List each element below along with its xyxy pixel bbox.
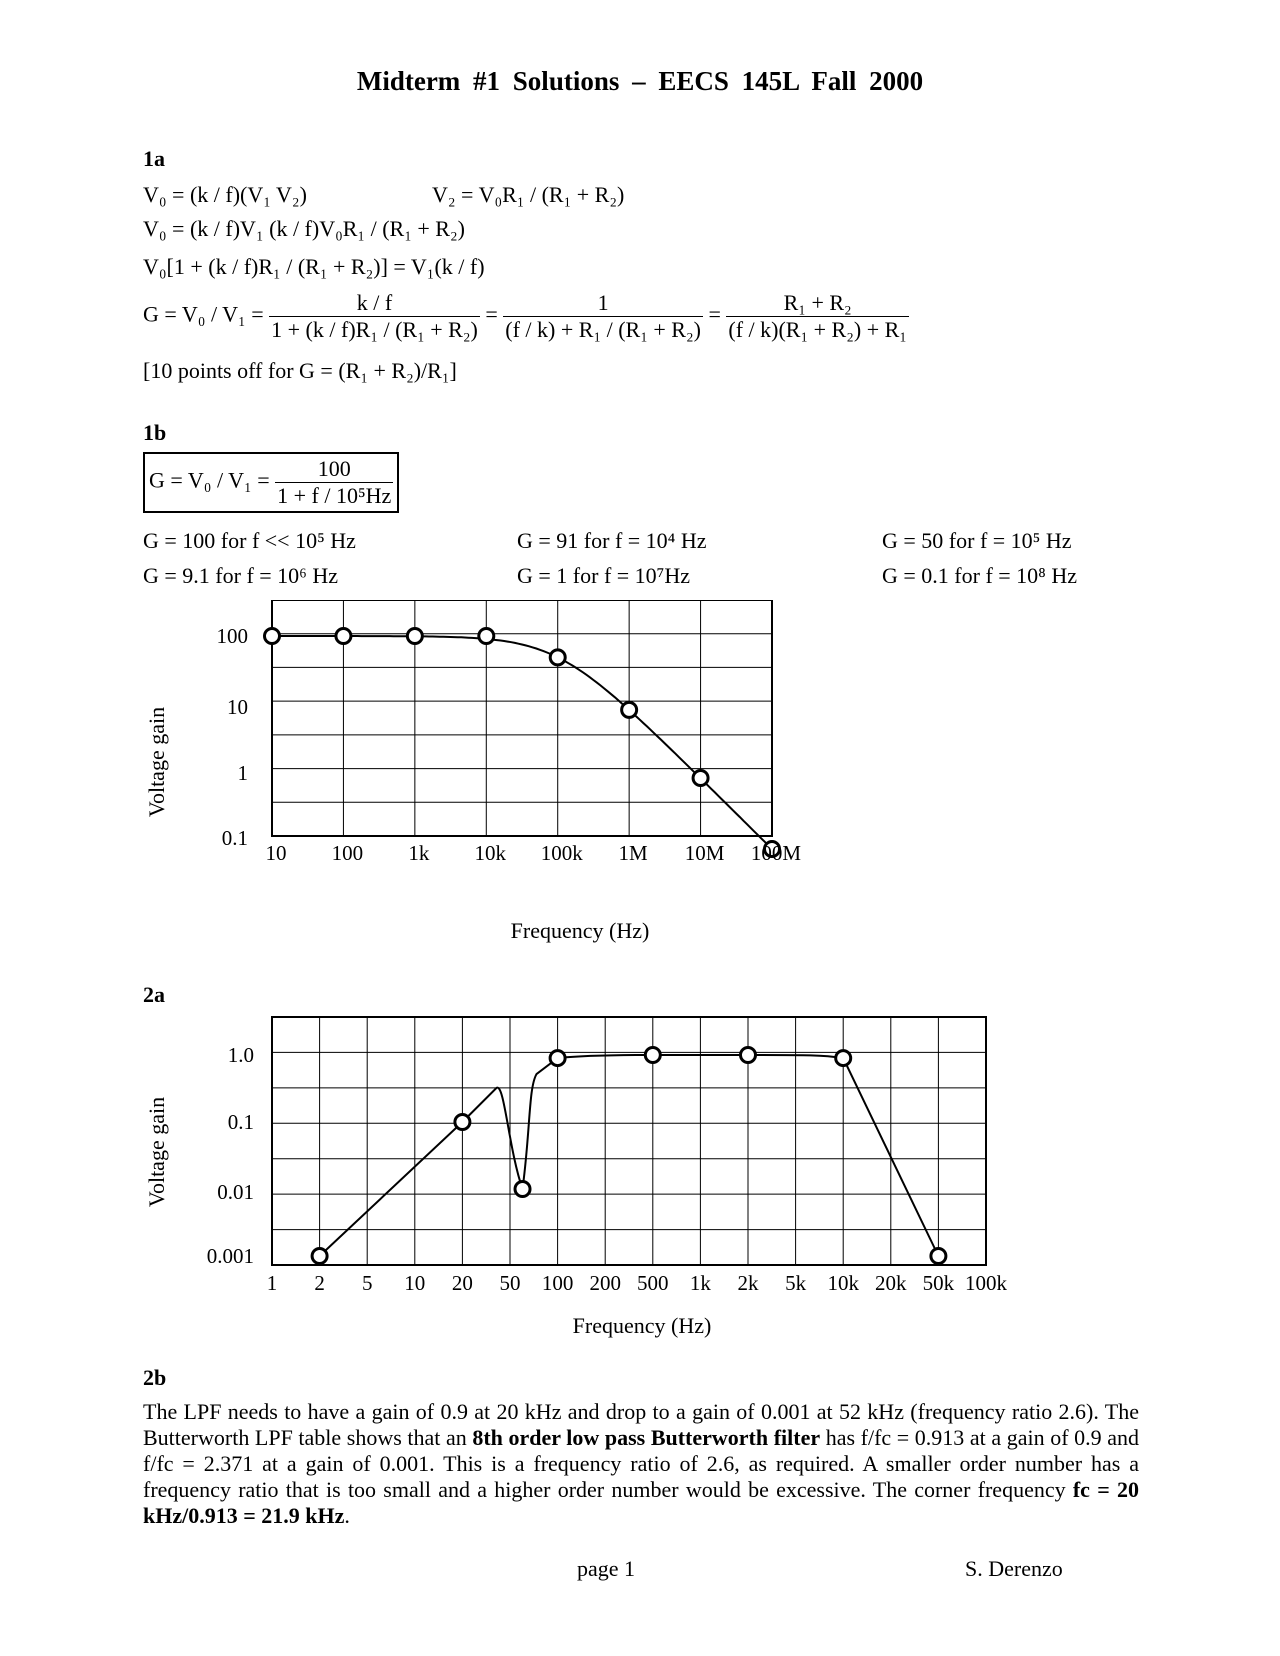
x-tick-label: 10M [684, 841, 725, 865]
data-point [622, 702, 637, 717]
equation-1a-1b: V₂ = V₀R₁ / (R₁ + R₂) [432, 182, 625, 207]
eq4-lhs: G = V₀ / V₁ = [143, 301, 264, 327]
x-tick-label: 500 [637, 1271, 669, 1295]
data-point [312, 1249, 327, 1264]
x-tick-label: 100M [750, 841, 802, 865]
x-tick-label: 10k [474, 841, 507, 865]
x-tick-label: 2k [737, 1271, 759, 1295]
chart-1-curve [265, 629, 780, 857]
fraction-1 [269, 290, 480, 343]
fraction-3-num: R₁ + R₂ [783, 290, 852, 315]
equals-1: = [485, 301, 498, 327]
boxed-gain-equation [143, 452, 399, 513]
fraction-3-den: (f / k)(R₁ + R₂) + R₁ [728, 317, 907, 342]
box-fraction [275, 456, 393, 509]
y-tick-label: 1.0 [227, 1043, 254, 1067]
x-tick-label: 1k [689, 1271, 711, 1295]
data-point [836, 1051, 851, 1066]
heading-1b: 1b [143, 420, 167, 445]
heading-2b: 2b [143, 1365, 167, 1390]
gain-value: G = 50 for f = 10⁵ Hz [882, 528, 1072, 553]
para-bold-1: 8th order low pass Butterworth filter [472, 1425, 821, 1450]
x-tick-label: 5 [361, 1271, 373, 1295]
fraction-2-num: 1 [597, 290, 609, 315]
x-tick-label: 200 [589, 1271, 621, 1295]
data-point [741, 1048, 756, 1063]
data-point [645, 1048, 660, 1063]
box-fraction-den: 1 + f / 10⁵Hz [277, 483, 392, 508]
y-tick-label: 100 [216, 624, 248, 648]
data-point [550, 1051, 565, 1066]
gain-value: G = 9.1 for f = 10⁶ Hz [143, 563, 339, 588]
x-tick-label: 10k [827, 1271, 859, 1295]
data-point [336, 629, 351, 644]
data-point [455, 1115, 470, 1130]
heading-2a: 2a [143, 982, 165, 1007]
series-line [272, 636, 772, 849]
gain-value: G = 0.1 for f = 10⁸ Hz [882, 563, 1078, 588]
chart-1-ylabel: Voltage gain [144, 706, 169, 818]
y-tick-label: 0.001 [206, 1244, 254, 1268]
chart-2a-filter [0, 1000, 1280, 1345]
chart-1-ticks [217, 624, 802, 865]
paragraph-2b [143, 1399, 1139, 1529]
y-tick-label: 10 [227, 695, 248, 719]
para-text-1: The LPF needs to have a gain of 0.9 at 20 kHz and drop to a gain of 0.001 at 52 kHz (frequency ratio 2.6). The Butterworth LPF table shows that an [143, 1399, 1139, 1450]
x-tick-label: 10 [404, 1271, 426, 1295]
x-tick-label: 100 [331, 841, 364, 865]
x-tick-label: 50 [499, 1271, 521, 1295]
box-fraction-num: 100 [317, 456, 351, 481]
chart-2-xlabel: Frequency (Hz) [572, 1313, 712, 1338]
x-tick-label: 2 [314, 1271, 325, 1295]
para-text-2: has f/fc = 0.913 at a gain of 0.9 and f/fc = 2.371 at a gain of 0.001. This is a frequency ratio of 2.6, as required. A smaller order number has a frequency ratio that is too small and a higher order number would be excessive. The corner frequency [143, 1425, 1140, 1502]
box-lhs: G = V₀ / V₁ = [149, 467, 270, 493]
equation-1a-3: V₀[1 + (k / f)R₁ / (R₁ + R₂)] = V₁(k / f) [143, 254, 485, 279]
gain-value: G = 91 for f = 10⁴ Hz [517, 528, 707, 553]
fraction-2-den: (f / k) + R₁ / (R₁ + R₂) [505, 317, 701, 342]
equals-2: = [708, 301, 721, 327]
fraction-1-num: k / f [356, 290, 393, 315]
x-tick-label: 20k [875, 1271, 907, 1295]
gain-value: G = 1 for f = 10⁷Hz [517, 563, 691, 588]
page-title: Midterm #1 Solutions – EECS 145L Fall 2000 [356, 66, 924, 96]
fraction-3 [726, 290, 909, 343]
para-bold-2: fc = 20 kHz/0.913 = 21.9 kHz [143, 1477, 1139, 1528]
data-point [515, 1182, 530, 1197]
x-tick-label: 1 [266, 1271, 278, 1295]
fraction-2 [503, 290, 703, 343]
author: S. Derenzo [965, 1556, 1063, 1581]
x-tick-label: 50k [922, 1271, 955, 1295]
equation-1a-4 [143, 290, 909, 343]
heading-1a: 1a [143, 146, 165, 171]
data-point [479, 629, 494, 644]
data-point [693, 771, 708, 786]
x-tick-label: 10 [265, 841, 287, 865]
data-point [550, 650, 565, 665]
data-point [407, 629, 422, 644]
x-tick-label: 1k [408, 841, 430, 865]
chart-2-ylabel: Voltage gain [144, 1096, 169, 1208]
x-tick-label: 1M [618, 841, 648, 865]
y-tick-label: 1 [237, 761, 248, 785]
y-tick-label: 0.1 [221, 826, 248, 850]
equation-1a-1: V₀ = (k / f)(V₁ V₂) [143, 182, 307, 207]
gain-value: G = 100 for f << 10⁵ Hz [143, 528, 356, 553]
x-tick-label: 100k [965, 1271, 1007, 1295]
x-tick-label: 5k [785, 1271, 807, 1295]
penalty-note: [10 points off for G = (R₁ + R₂)/R₁] [143, 358, 457, 383]
x-tick-label: 100k [540, 841, 583, 865]
data-point [931, 1249, 946, 1264]
y-tick-label: 0.1 [227, 1110, 254, 1134]
chart-1b-bode [0, 600, 1280, 960]
para-text-3: . [344, 1503, 350, 1528]
x-tick-label: 100 [541, 1271, 574, 1295]
chart-1-xlabel: Frequency (Hz) [510, 918, 650, 943]
equation-1a-2: V₀ = (k / f)V₁ (k / f)V₀R₁ / (R₁ + R₂) [143, 216, 465, 241]
data-point [265, 629, 280, 644]
fraction-1-den: 1 + (k / f)R₁ / (R₁ + R₂) [271, 317, 478, 342]
chart-2-curve [312, 1048, 946, 1264]
series-line [320, 1055, 939, 1256]
page-number: page 1 [577, 1556, 636, 1581]
x-tick-label: 20 [451, 1271, 473, 1295]
y-tick-label: 0.01 [217, 1180, 254, 1204]
